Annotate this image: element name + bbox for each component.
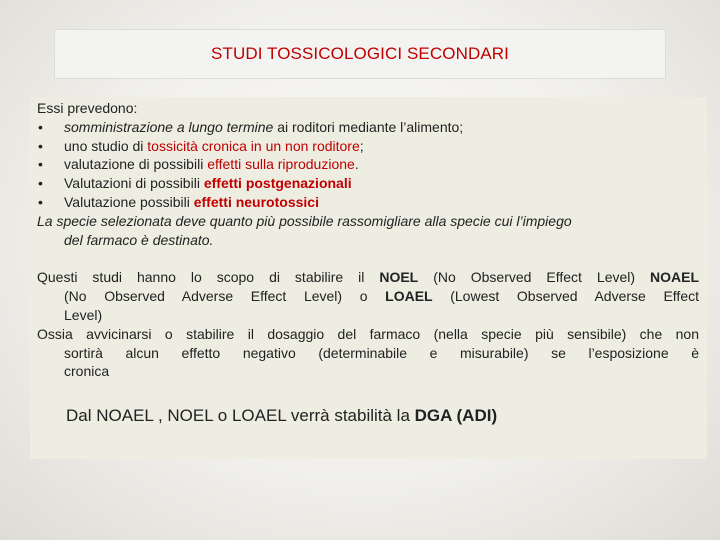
approach-line3: cronica [64, 363, 110, 380]
bullet-neurotoxic [37, 193, 699, 212]
approach-line2: sortirà alcun effetto negativo (determinabile e misurabile) se l’esposizione è [64, 344, 699, 361]
studies-line1-mid: (No Observed Effect Level) [418, 269, 651, 286]
bullet-icon: • [38, 175, 43, 192]
bullet-icon: • [38, 137, 43, 154]
studies-line2 [37, 287, 699, 306]
studies-line2-rest: (Lowest Observed Adverse Effect [432, 288, 699, 305]
studies-line1 [37, 268, 699, 287]
conclusion-text: Dal NOAEL , NOEL o LOAEL verrà stabilità la [66, 406, 415, 426]
species-note-line2: del farmaco è destinato. [64, 231, 214, 248]
noel-term: NOEL [379, 269, 419, 286]
bullet-reproduction-pre: valutazione di possibili [64, 156, 208, 173]
approach-line1: Ossia avvicinarsi o stabilire il dosaggio del farmaco (nella specie più sensibile) che non [37, 325, 699, 342]
bullet-postnatal-pre: Valutazioni di possibili [64, 175, 204, 192]
bullet-reproduction-post: . [354, 156, 359, 173]
dga-adi-term: DGA (ADI) [414, 406, 498, 426]
bullet-long-term-italic: somministrazione a lungo termine [64, 118, 274, 135]
studies-line2-text: (No Observed Adverse Effect Level) o [64, 288, 386, 305]
slide-title: STUDI TOSSICOLOGICI SECONDARI [211, 44, 509, 63]
bullet-neurotoxic-pre: Valutazione possibili [64, 193, 194, 210]
bullet-chronic-pre: uno studio di [64, 137, 148, 154]
bullet-icon: • [38, 118, 43, 135]
noael-term: NOAEL [650, 269, 700, 286]
studies-line1-pre: Questi studi hanno lo scopo di stabilire il [37, 269, 380, 286]
studies-paragraph [37, 268, 699, 324]
studies-line3: Level) [64, 306, 103, 323]
bullet-long-term-text: ai roditori mediante l’alimento; [273, 118, 464, 135]
title-box [54, 29, 666, 79]
loael-term: LOAEL [385, 288, 433, 305]
content-box [30, 97, 707, 459]
bullet-chronic-post: ; [359, 137, 364, 154]
bullet-neurotoxic-highlight: effetti neurotossici [193, 193, 319, 210]
bullet-postnatal-highlight: effetti postgenazionali [203, 175, 352, 192]
bullet-postnatal [37, 174, 699, 193]
bullet-long-term [37, 118, 699, 137]
conclusion [37, 407, 699, 426]
bullet-chronic-toxicity [37, 137, 699, 156]
bullet-icon: • [38, 156, 43, 173]
bullet-icon: • [38, 193, 43, 210]
species-note-line1: La specie selezionata deve quanto più possibile rassomigliare alla specie cui l’impiego [37, 212, 572, 229]
bullet-reproduction-highlight: effetti sulla riproduzione [207, 156, 355, 173]
bullet-chronic-highlight: tossicità cronica in un non roditore [147, 137, 360, 154]
bullet-reproduction [37, 155, 699, 174]
intro-text: Essi prevedono: [37, 100, 138, 116]
